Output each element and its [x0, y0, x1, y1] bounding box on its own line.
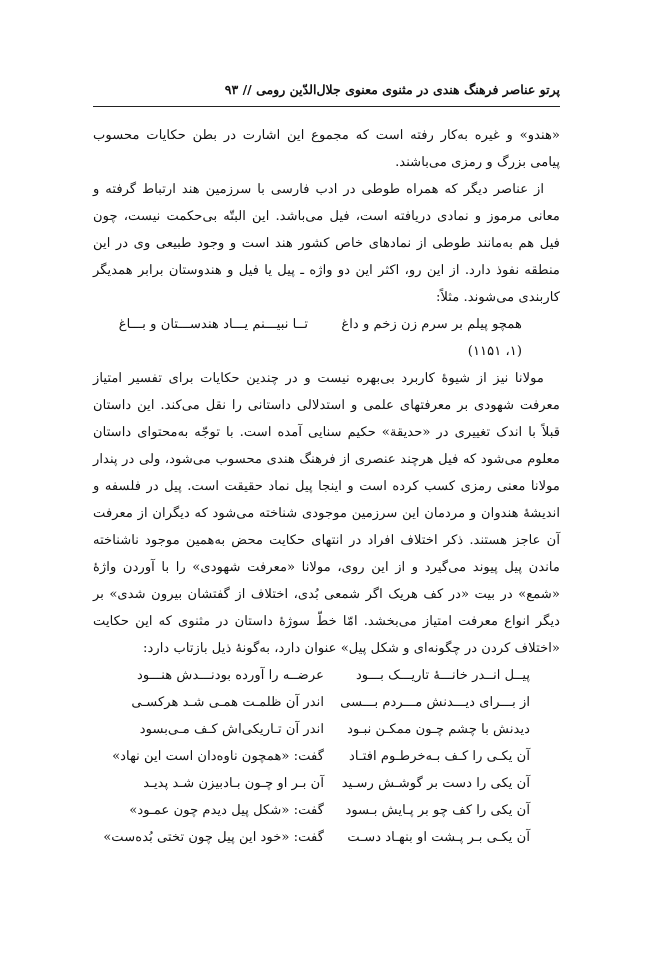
- paragraph-2: از عناصر دیگر که همراه طوطی در ادب فارسی با سرزمین هند ارتباط گرفته و معانی مرموز و نمادی دریافته است، فیل می‌باشد. این البتّه بی‌حکمت نیست، چون فیل هم به‌مانند طوطی از نمادهای خاص کشور هند است و وجود طبیعی وی در این منطقه نفوذ دارد. از این رو، اکثر این دو واژه ـ پیل یا فیل و هندوستان برابر همدیگر کاربندی می‌شوند. مثلاً:: [93, 182, 560, 305]
- poem-hemistich-left: عرضــه را آورده بودنـــدش هنـــود: [137, 668, 324, 683]
- poem-hemistich-left: گفت: «شکل پیل دیدم چون عمـود»: [129, 803, 324, 818]
- poem-hemistich-left: گفت: «خود این پیل چون تختی بُده‌ست»: [103, 830, 324, 845]
- poem-couplet: [93, 743, 530, 770]
- header-rule: [93, 106, 560, 107]
- paragraph-3: مولانا نیز از شیوهٔ کاربرد بی‌بهره نیست و در چندین حکایات برای تفسیر امتیاز معرفت شهودی بر معرفتهای علمی و استدلالی داستانی را نقل می‌کند. این داستان قبلاً با اندک تغییری در «حدیقة» حکیم سنایی آمده است. با توجّه به‌محتوای داستان معلوم می‌شود که فیل هرچند عنصری از فرهنگ هندی محسوب می‌شود، ولی در پندار مولانا معنی رمزی کسب کرده است و اینجا پیل نماد حقیقت است. پیل در فلسفه و اندیشهٔ هندوان و مردمان این سرزمین موجودی شناخته می‌شود که دیگران از معرفت آن عاجز هستند. ذکر اختلاف افراد در انتهای حکایت محض به‌همین موجود ناشناخته ماندن پیل پیوند می‌گیرد و از این روی، مولانا «معرفت شهودی» را با آوردن واژهٔ «شمع» در بیت «در کف هریک اگر شمعی بُدی، اختلاف از گفتشان بیرون شدی» بر دیگر انواع معرفت امتیاز می‌بخشد. امّا خطّ سوژهٔ داستان در مثنوی که این حکایت «اختلاف کردن در چگونه‌ای و شکل پیل» عنوان دارد، به‌گونهٔ ذیل بازتاب دارد:: [93, 371, 560, 656]
- poem-couplet: [93, 716, 530, 743]
- poem-couplet: [93, 770, 530, 797]
- poem-hemistich-right: آن یکی را دست بر گوشـش رسـید: [341, 776, 530, 791]
- poem-hemistich-right: آن یکـی بـر پـشت او بنهـاد دسـت: [347, 830, 530, 845]
- poem-hemistich-left: گفت: «همچون ناوه‌دان است این نهاد»: [112, 749, 324, 764]
- verse-hemistich-1: همچو پیلم بر سرم زن زخم و داغ: [341, 317, 522, 332]
- poem-hemistich-left: اندر آن ظلمـت همـی شـد هرکسـی: [131, 695, 324, 710]
- poem-hemistich-left: آن بـر او چـون بـادبیزن شـد پدیـد: [143, 776, 324, 791]
- page-body: [93, 122, 560, 851]
- poem-hemistich-left: اندر آن تـاریکی‌اش کـف مـی‌بسود: [139, 722, 324, 737]
- poem-hemistich-right: دیدنش با چشم چـون ممکـن نبـود: [347, 722, 530, 737]
- verse-reference: (۱، ۱۱۵۱): [467, 344, 522, 359]
- poem-hemistich-right: آن یکی را کف چو بر پـایش بـسود: [345, 803, 530, 818]
- poem-couplet: [93, 797, 530, 824]
- poem-hemistich-right: پیــل انــدر خانـــهٔ تاریـــک بـــود: [355, 668, 530, 683]
- poem-hemistich-right: از بـــرای دیـــدنش مـــردم بـــسی: [340, 695, 530, 710]
- paragraph-1: «هندو» و غیره به‌کار رفته است که مجموع این اشارت در بطن حکایات محسوب پیامی بزرگ و رمزی می‌باشند.: [93, 128, 560, 170]
- verse-hemistich-2: تــا نبیـــنم یـــاد هندســـتان و بـــاغ: [118, 317, 308, 332]
- poem-elephant-in-dark: [93, 662, 560, 851]
- poem-couplet: [93, 662, 530, 689]
- poem-hemistich-right: آن یکـی را کـف بـه‌خرطـوم افتـاد: [348, 749, 530, 764]
- running-header: پرتو عناصر فرهنگ هندی در مثنوی معنوی جلال‌الدّین رومی // ۹۳: [224, 82, 560, 97]
- poem-couplet: [93, 689, 530, 716]
- verse-couplet: [93, 311, 560, 338]
- poem-couplet: [93, 824, 530, 851]
